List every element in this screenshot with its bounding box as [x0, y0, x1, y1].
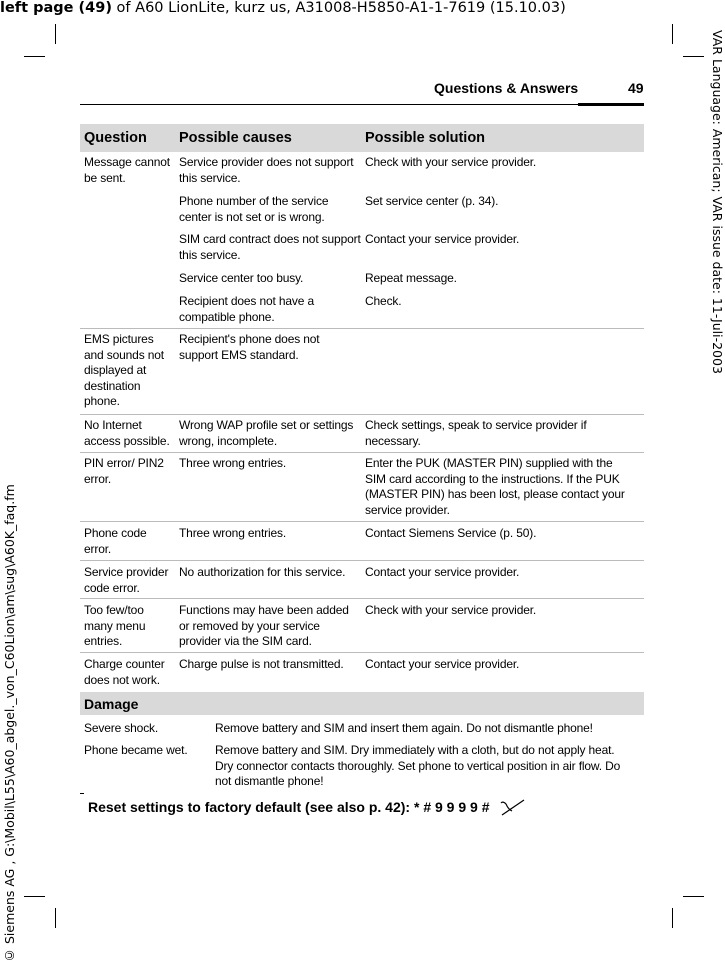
- col-header-solution: Possible solution: [365, 130, 486, 146]
- question-cell: Charge counter does not work.: [84, 657, 165, 687]
- header-rule: [80, 104, 578, 105]
- cause-cell: SIM card contract does not support this service.: [179, 232, 361, 262]
- cause-cell: Recipient does not have a compatible phone.: [179, 294, 315, 324]
- damage-issue: Phone became wet.: [84, 743, 188, 757]
- reset-text: Reset settings to factory default (see also p. 42):: [88, 799, 411, 816]
- send-key-icon: [497, 798, 527, 819]
- col-header-causes: Possible causes: [179, 130, 292, 146]
- side-text-left: © Siemens AG , G:\Mobil\L55\A60_abgel._von_C60Lion\am\sug\A60K_faq.fm: [2, 484, 17, 963]
- crop-mark: [683, 56, 704, 57]
- cause-cell: Service provider does not support this service.: [179, 155, 354, 185]
- crop-mark: [24, 56, 45, 57]
- damage-action: Remove battery and SIM. Dry immediately with a cloth, but do not apply heat. Dry connector contacts thoroughly. Set phone to vertical position in air flow. Do not dismantle phone!: [215, 743, 621, 788]
- cause-cell: No authorization for this service.: [179, 565, 346, 579]
- damage-issue: Severe shock.: [84, 721, 159, 735]
- solution-cell: Check with your service provider.: [365, 603, 537, 617]
- solution-cell: Contact your service provider.: [365, 565, 520, 579]
- print-header-bold: left page (49): [0, 0, 112, 16]
- side-text-right: VAR Language: American; VAR issue date: 11-Juli-2003: [710, 30, 725, 374]
- cause-cell: Recipient's phone does not support EMS standard.: [179, 332, 320, 362]
- crop-mark: [683, 896, 704, 897]
- question-cell: PIN error/ PIN2 error.: [84, 456, 164, 486]
- question-cell: Phone code error.: [84, 526, 147, 556]
- cause-cell: Three wrong entries.: [179, 456, 287, 470]
- row-divider: [80, 452, 644, 453]
- cause-cell: Charge pulse is not transmitted.: [179, 657, 344, 671]
- crop-mark: [672, 908, 673, 928]
- crop-mark: [672, 24, 673, 44]
- tick-mark: [80, 793, 84, 794]
- reset-instruction: [88, 798, 527, 819]
- crop-mark: [24, 896, 45, 897]
- solution-cell: Check.: [365, 294, 402, 308]
- row-divider: [80, 598, 644, 599]
- print-header: [0, 0, 566, 16]
- solution-cell: Contact your service provider.: [365, 232, 520, 246]
- solution-cell: Contact Siemens Service (p. 50).: [365, 526, 537, 540]
- solution-cell: Check with your service provider.: [365, 155, 537, 169]
- reset-code: * # 9 9 9 9 #: [413, 799, 490, 816]
- row-divider: [80, 414, 644, 415]
- solution-cell: Contact your service provider.: [365, 657, 520, 671]
- question-cell: EMS pictures and sounds not displayed at destination phone.: [84, 332, 164, 408]
- damage-title: Damage: [84, 696, 139, 712]
- row-divider: [80, 521, 644, 522]
- page-number: 49: [628, 80, 644, 96]
- solution-cell: Check settings, speak to service provider if necessary.: [365, 418, 587, 448]
- print-header-rest: of A60 LionLite, kurz us, A31008-H5850-A1-1-7619 (15.10.03): [111, 0, 566, 16]
- question-cell: No Internet access possible.: [84, 418, 170, 448]
- cause-cell: Phone number of the service center is not set or is wrong.: [179, 194, 329, 224]
- section-title: Questions & Answers: [434, 80, 579, 96]
- solution-cell: Enter the PUK (MASTER PIN) supplied with the SIM card according to the instructions. If the PUK (MASTER PIN) has been lost, please contact your service provider.: [365, 456, 625, 517]
- table-header: [80, 124, 644, 152]
- question-cell: Too few/too many menu entries.: [84, 603, 146, 648]
- row-divider: [80, 560, 644, 561]
- crop-mark: [55, 908, 56, 928]
- question-cell: Service provider code error.: [84, 565, 169, 595]
- header-rule-thick: [578, 103, 644, 106]
- damage-action: Remove battery and SIM and insert them again. Do not dismantle phone!: [215, 721, 593, 735]
- crop-mark: [55, 24, 56, 44]
- cause-cell: Wrong WAP profile set or settings wrong, incomplete.: [179, 418, 354, 448]
- question-cell: Message cannot be sent.: [84, 155, 170, 185]
- damage-header: [80, 692, 644, 715]
- solution-cell: Repeat message.: [365, 271, 457, 285]
- cause-cell: Three wrong entries.: [179, 526, 287, 540]
- row-divider: [80, 652, 644, 653]
- cause-cell: Functions may have been added or removed by your service provider via the SIM card.: [179, 603, 349, 648]
- cause-cell: Service center too busy.: [179, 271, 304, 285]
- solution-cell: Set service center (p. 34).: [365, 194, 499, 208]
- row-divider: [80, 328, 644, 329]
- col-header-question: Question: [84, 130, 147, 146]
